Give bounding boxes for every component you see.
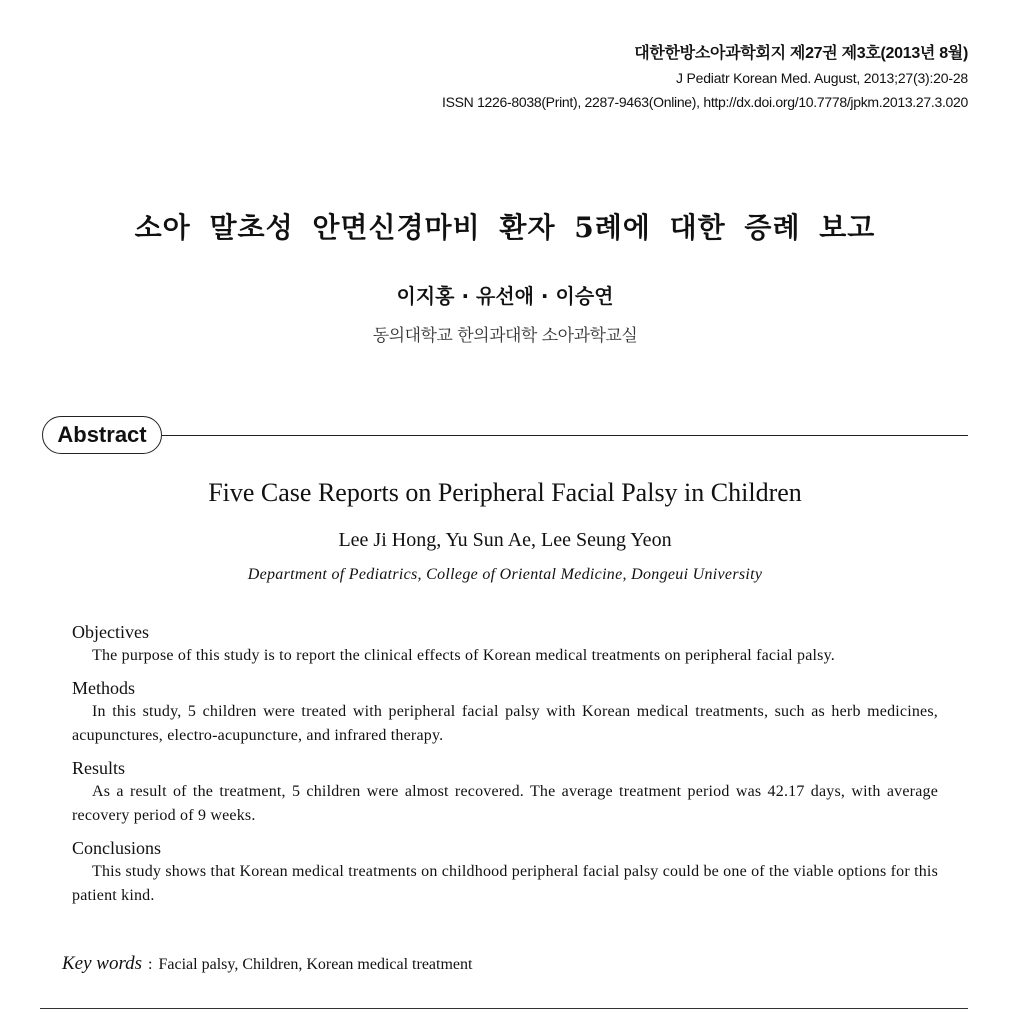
abstract-sections (72, 620, 938, 916)
journal-header (442, 42, 968, 114)
results-text: As a result of the treatment, 5 children were almost recovered. The average treatment period was 42.17 days, with average recovery period of 9 weeks. (72, 783, 938, 824)
journal-issn-doi: ISSN 1226-8038(Print), 2287-9463(Online), http://dx.doi.org/10.7778/jpkm.2013.27.3.020 (442, 94, 968, 110)
keywords-separator: : (148, 956, 153, 973)
keywords-line (62, 953, 472, 975)
keywords-label: Key words (62, 953, 143, 974)
bottom-divider (40, 1008, 968, 1009)
korean-affiliation: 동의대학교 한의과대학 소아과학교실 (372, 326, 638, 346)
conclusions-section (72, 836, 938, 908)
abstract-divider (162, 435, 968, 436)
english-title: Five Case Reports on Peripheral Facial Palsy in Children (208, 478, 802, 507)
korean-title: 소아 말초성 안면신경마비 환자 5례에 대한 증례 보고 (134, 211, 876, 244)
journal-citation: J Pediatr Korean Med. August, 2013;27(3):20-28 (676, 70, 968, 86)
conclusions-text: This study shows that Korean medical treatments on childhood peripheral facial palsy could be one of the viable options for this patient kind. (72, 863, 938, 904)
methods-heading: Methods (72, 678, 135, 698)
objectives-section (72, 620, 938, 668)
conclusions-heading: Conclusions (72, 838, 162, 858)
keywords-list: Facial palsy, Children, Korean medical treatment (158, 956, 473, 973)
methods-text: In this study, 5 children were treated with peripheral facial palsy with Korean medical treatments, such as herb medicines, acupunctures, electro-acupuncture, and infrared therapy. (72, 703, 938, 744)
korean-authors: 이지홍 · 유선애 · 이승연 (396, 284, 614, 308)
english-affiliation: Department of Pediatrics, College of Oriental Medicine, Dongeui University (247, 566, 763, 583)
abstract-label: Abstract (42, 416, 162, 454)
objectives-heading: Objectives (72, 622, 149, 642)
methods-section (72, 676, 938, 748)
english-authors: Lee Ji Hong, Yu Sun Ae, Lee Seung Yeon (338, 529, 672, 551)
objectives-text: The purpose of this study is to report the clinical effects of Korean medical treatments on peripheral facial palsy. (92, 647, 835, 664)
journal-name-volume: 대한한방소아과학회지 제27권 제3호(2013년 8월) (634, 45, 968, 62)
results-heading: Results (72, 758, 126, 778)
results-section (72, 756, 938, 828)
